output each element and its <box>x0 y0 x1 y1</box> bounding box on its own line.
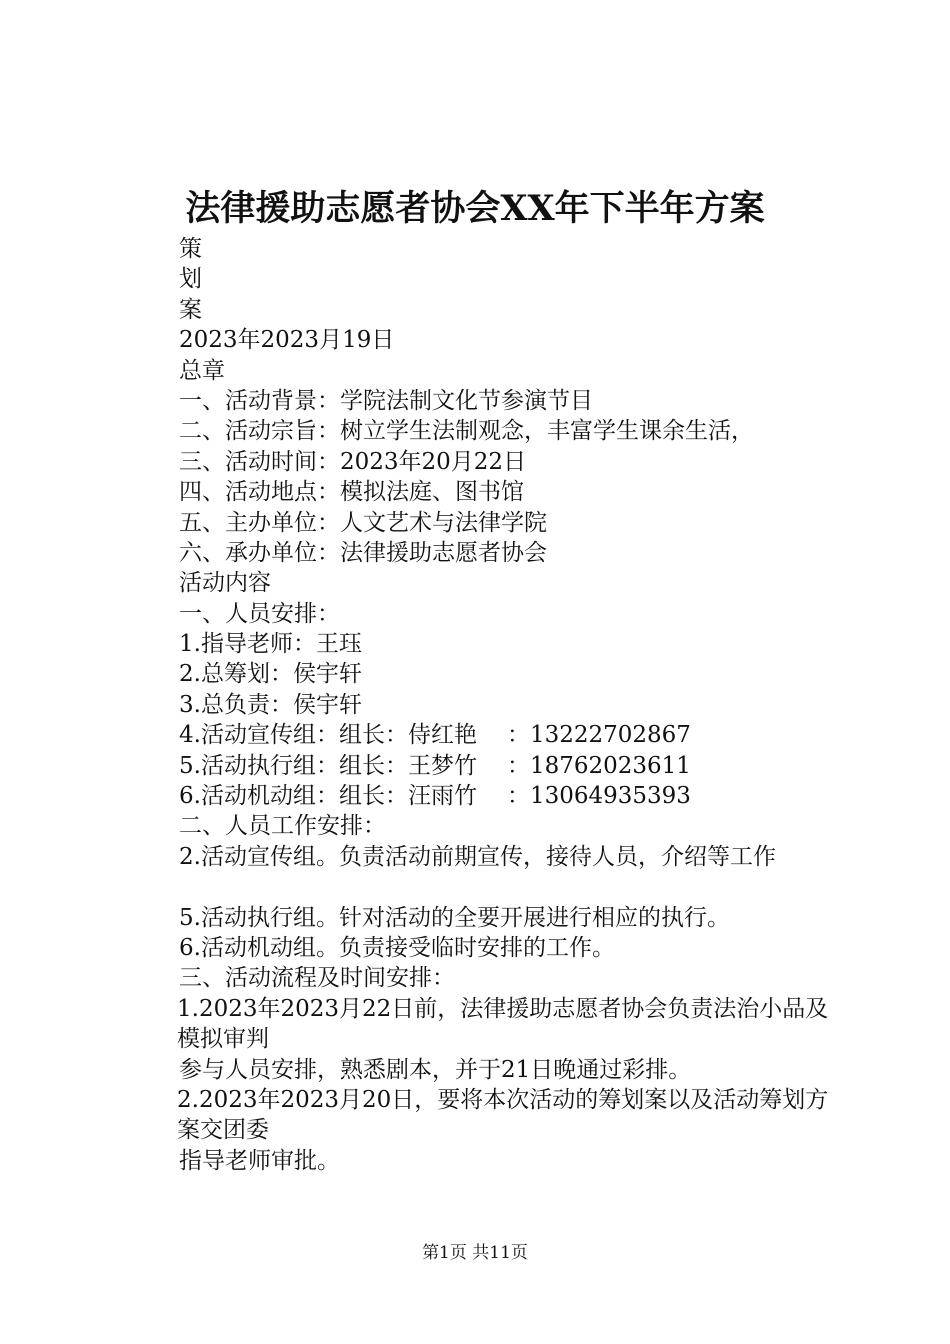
contact-phone: ：18762023611 <box>506 752 691 779</box>
section-heading: 活动内容 <box>179 570 271 597</box>
text-line: 参与人员安排，熟悉剧本，并于21日晚通过彩排。 <box>179 1056 692 1083</box>
text-line: 指导老师审批。 <box>179 1147 340 1174</box>
contact-phone: ：13064935393 <box>506 783 691 810</box>
text-line: 6.活动机动组。负责接受临时安排的工作。 <box>179 934 615 961</box>
text-line: 一、人员安排： <box>179 600 340 627</box>
paragraph-text: 2.2023年2023月20日，要将本次活动的筹划案以及活动筹划方案交团委 <box>177 1086 829 1144</box>
text-line: 3.总负责：侯宇轩 <box>179 691 362 718</box>
blank-line <box>179 872 839 902</box>
document-body <box>179 234 839 1176</box>
section-heading: 总章 <box>179 357 225 384</box>
text-line: 1.指导老师：王珏 <box>179 631 362 658</box>
text-line: 二、活动宗旨：树立学生法制观念，丰富学生课余生活， <box>179 418 754 445</box>
contact-line <box>179 781 839 811</box>
text-line: 案 <box>179 296 202 323</box>
text-line: 五、主办单位：人文艺术与法律学院 <box>179 509 547 536</box>
text-line: 划 <box>179 266 202 293</box>
paragraph <box>177 994 837 1055</box>
text-line: 三、活动时间：2023年20月22日 <box>179 448 527 475</box>
page-footer: 第1页 共11页 <box>422 1243 528 1263</box>
text-line: 三、活动流程及时间安排： <box>179 965 455 992</box>
text-line: 四、活动地点：模拟法庭、图书馆 <box>179 479 524 506</box>
text-line: 2.活动宣传组。负责活动前期宣传，接待人员，介绍等工作 <box>179 843 776 870</box>
text-line: 一、活动背景：学院法制文化节参演节目 <box>179 387 593 414</box>
text-line: 5.活动执行组。针对活动的全要开展进行相应的执行。 <box>179 904 730 931</box>
contact-label: 5.活动执行组：组长：王梦竹 <box>179 752 477 779</box>
text-line: 六、承办单位：法律援助志愿者协会 <box>179 539 547 566</box>
text-line: 二、人员工作安排： <box>179 813 386 840</box>
contact-label: 6.活动机动组：组长：汪雨竹 <box>179 783 477 810</box>
text-line: 2.总筹划：侯宇轩 <box>179 661 362 688</box>
document-title: 法律援助志愿者协会XX年下半年方案 <box>185 188 765 229</box>
date-line: 2023年2023月19日 <box>179 327 395 354</box>
contact-line <box>179 720 839 750</box>
paragraph <box>177 1085 837 1146</box>
contact-phone: ：13222702867 <box>506 722 691 749</box>
text-line: 策 <box>179 236 202 262</box>
contact-label: 4.活动宣传组：组长：侍红艳 <box>179 722 477 749</box>
contact-line <box>179 751 839 781</box>
paragraph-text: 1.2023年2023月22日前，法律援助志愿者协会负责法治小品及模拟审判 <box>177 995 829 1053</box>
